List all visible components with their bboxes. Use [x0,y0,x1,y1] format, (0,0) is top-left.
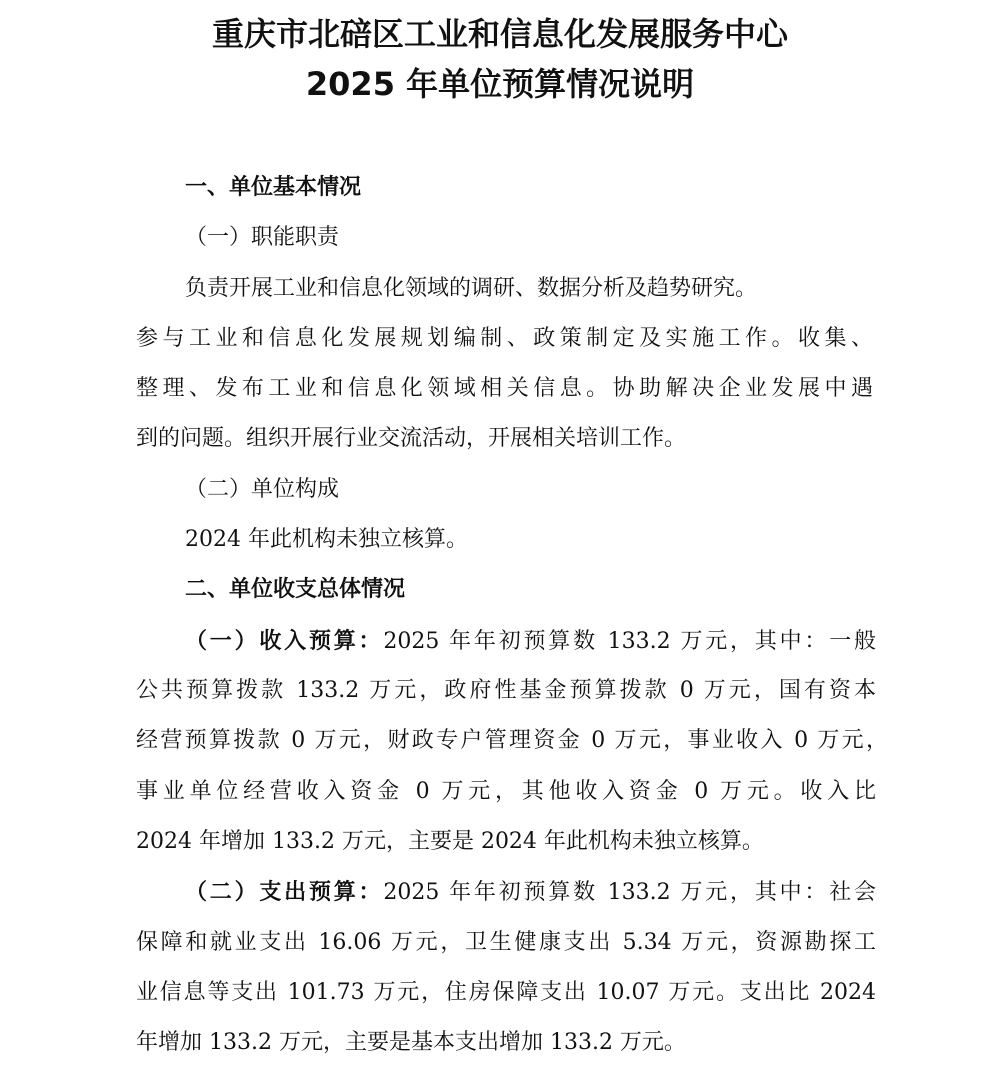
income-text: 2025 年年初预算数 133.2 万元，其中：一般 [383,629,876,654]
income-first-line [185,627,876,656]
paragraph-line: 公共预算拨款 133.2 万元，政府性基金预算拨款 0 万元，国有资本 [136,678,876,703]
paragraph-line: 2024 年增加 133.2 万元，主要是 2024 年此机构未独立核算。 [136,829,764,854]
expense-first-line [185,878,876,907]
section-heading-budget-overview: 二、单位收支总体情况 [185,577,406,602]
subsection-heading-composition: （二）单位构成 [185,477,340,502]
paragraph-line: 2024 年此机构未独立核算。 [185,527,468,552]
paragraph-line: 业信息等支出 101.73 万元，住房保障支出 10.07 万元。支出比 2024 [136,980,876,1005]
paragraph-line: 到的问题。组织开展行业交流活动，开展相关培训工作。 [136,426,687,451]
expense-label: （二）支出预算： [185,879,384,905]
document-title-line-2: 2025 年单位预算情况说明 [305,65,695,103]
section-heading-basic-info: 一、单位基本情况 [185,175,362,200]
paragraph-line: 参与工业和信息化发展规划编制、政策制定及实施工作。收集、 [136,326,873,351]
paragraph-line: 负责开展工业和信息化领域的调研、数据分析及趋势研究。 [185,276,758,301]
paragraph-line: 事业单位经营收入资金 0 万元，其他收入资金 0 万元。收入比 [136,779,876,804]
paragraph-line: 整理、发布工业和信息化领域相关信息。协助解决企业发展中遇 [136,376,873,401]
paragraph-line: 年增加 133.2 万元，主要是基本支出增加 133.2 万元。 [136,1030,686,1055]
subsection-heading-functions: （一）职能职责 [185,225,340,250]
expense-text: 2025 年年初预算数 133.2 万元，其中：社会 [383,880,876,905]
document-title-line-1: 重庆市北碚区工业和信息化发展服务中心 [211,15,788,53]
income-label: （一）收入预算： [185,628,384,654]
paragraph-line: 经营预算拨款 0 万元，财政专户管理资金 0 万元，事业收入 0 万元， [136,728,888,753]
paragraph-line: 保障和就业支出 16.06 万元，卫生健康支出 5.34 万元，资源勘探工 [136,930,876,955]
